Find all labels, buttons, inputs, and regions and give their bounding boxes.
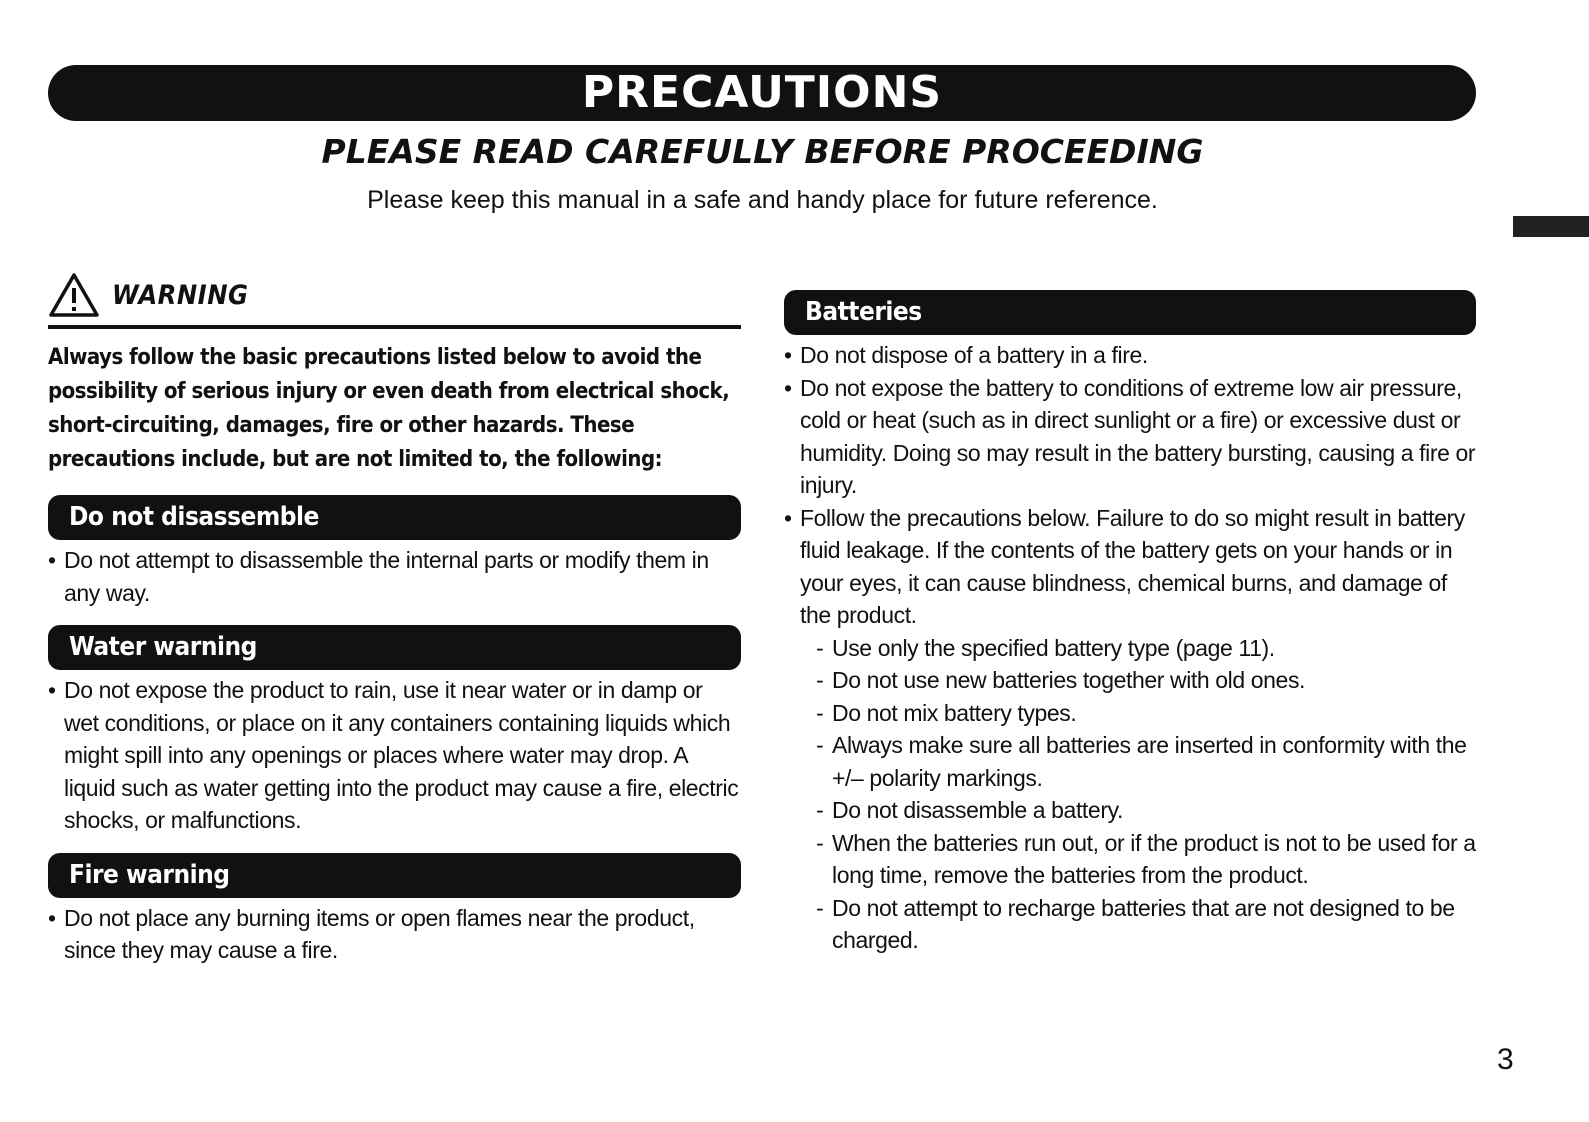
warning-triangle-icon: [48, 272, 100, 318]
section-edge-tab: [1513, 216, 1589, 237]
section-title: Water warning: [48, 625, 741, 670]
precaution-item: • Do not expose the battery to conditions of extreme low air pressure, cold or heat (such as in direct sunlight or a fire) or excessive dust or humidity. Doing so may result in the battery bursting, causing a fire or injury.: [784, 372, 1476, 502]
precaution-item: • Do not attempt to disassemble the internal parts or modify them in any way.: [48, 544, 741, 609]
sub-item-text: Do not mix battery types.: [832, 699, 1077, 726]
section-do-not-disassemble: [48, 495, 741, 609]
section-title: Batteries: [784, 290, 1476, 335]
sub-item-text: Do not use new batteries together with old ones.: [832, 667, 1306, 693]
sub-item: - When the batteries run out, or if the product is not to be used for a long time, remove the batteries from the product.: [816, 829, 1476, 888]
precaution-item: [784, 502, 1476, 957]
warning-intro: Always follow the basic precautions listed below to avoid the possibility of serious injury or even death from electrical shock, short-circuiting, damages, fire or other hazards. These precautions include, but are not limited to, the following:: [48, 345, 730, 472]
sub-item-text: Always make sure all batteries are inserted in conformity with the +/– polarity markings.: [832, 732, 1467, 791]
precaution-item: • Do not dispose of a battery in a fire.: [784, 339, 1476, 372]
section-title: Do not disassemble: [48, 495, 741, 540]
precaution-item: • Do not expose the product to rain, use it near water or in damp or wet conditions, or place on it any containers containing liquids which might spill into any openings or places where water may drop. A liquid such as water getting into the product may cause a fire, electric shocks, or malfunctions.: [48, 674, 741, 837]
sub-item-text: When the batteries run out, or if the product is not to be used for a long time, remove the batteries from the product.: [832, 829, 1476, 888]
sub-item-text: Do not disassemble a battery.: [832, 797, 1123, 823]
precaution-item-text: Follow the precautions below. Failure to do so might result in battery fluid leakage. If the contents of the battery gets on your hands or in your eyes, it can cause blindness, chemical burns, and damage of the product.: [800, 504, 1465, 628]
precaution-list: [48, 674, 741, 837]
page-subtitle: PLEASE READ CAREFULLY BEFORE PROCEEDING: [321, 132, 1204, 171]
sub-item: - Use only the specified battery type (page 11).: [816, 634, 1275, 661]
precaution-item: • Do not place any burning items or open flames near the product, since they may cause a fire.: [48, 902, 741, 967]
sub-item-text: Do not attempt to recharge batteries that are not designed to be charged.: [832, 894, 1455, 953]
warning-label: WARNING: [112, 279, 249, 311]
sub-item: - Do not mix battery types.: [816, 699, 1077, 726]
battery-precaution-list: [784, 339, 1476, 957]
section-water-warning: [48, 625, 741, 837]
sub-item-text: Use only the specified battery type (page 11).: [832, 634, 1275, 661]
sub-item: - Do not attempt to recharge batteries that are not designed to be charged.: [816, 894, 1455, 953]
sub-item: - Always make sure all batteries are inserted in conformity with the +/– polarity markings.: [816, 732, 1467, 791]
page-number: 3: [1497, 1043, 1514, 1076]
page-title: PRECAUTIONS: [48, 65, 1476, 121]
right-column: [784, 290, 1476, 973]
section-title: Fire warning: [48, 853, 741, 898]
warning-heading: [48, 265, 741, 329]
battery-sub-list: [800, 632, 1476, 957]
precaution-list: [48, 544, 741, 609]
section-batteries: [784, 290, 1476, 957]
left-column: [48, 265, 741, 983]
precaution-list: [48, 902, 741, 967]
sub-item: - Do not use new batteries together with old ones.: [816, 667, 1306, 693]
section-fire-warning: [48, 853, 741, 967]
keep-manual-note: Please keep this manual in a safe and handy place for future reference.: [367, 186, 1158, 214]
sub-item: - Do not disassemble a battery.: [816, 797, 1123, 823]
